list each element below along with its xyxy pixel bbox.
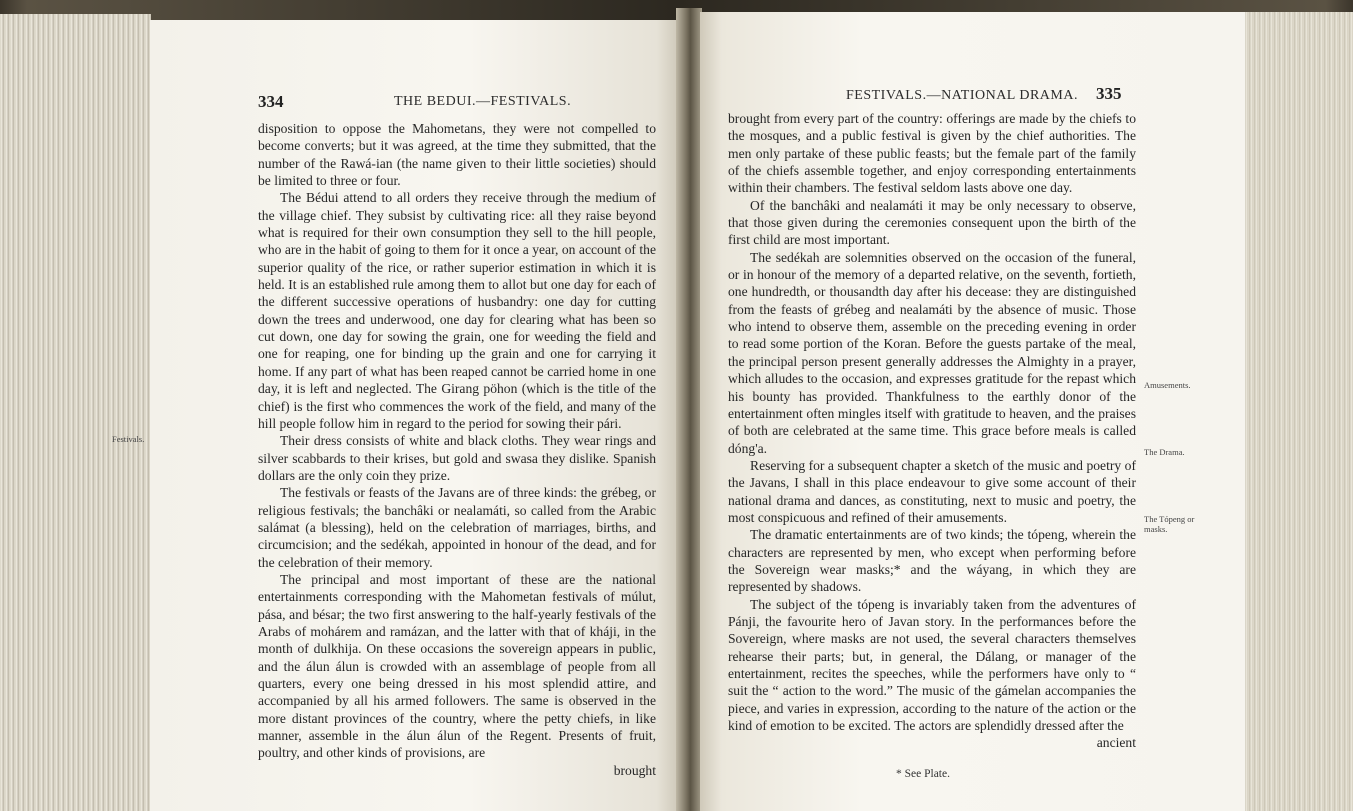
left-page	[150, 20, 678, 811]
left-paragraph-5: The principal and most important of these are the national entertainments corresponding with the Mahometan festivals of múlut, pása, and bésar; the two first answering to the half-yearly festivals of the Arabs of mohárem and ramázan, and the latter with that of kháji, in the month of dulkhija. On these occasions the sovereign appears in public, and the álun álun is crowded with an assemblage of people from all quarters, every one being dressed in his most splendid attire, and accompanied by all his armed followers. The same is observed in the more distant provinces of the country, where the petty chiefs, in like manner, assemble in the álun álun of the Regent. Presents of fruit, poultry, and other kinds of provisions, are	[258, 571, 656, 761]
right-catchword: ancient	[1096, 735, 1136, 751]
left-running-head: THE BEDUI.—FESTIVALS.	[394, 94, 572, 109]
left-paragraph-4: The festivals or feasts of the Javans are of three kinds: the grébeg, or religious festivals; the banchâki or nealamáti, so called from the Arabic salámat (a blessing), held on the celebration of marriages, births, and circumcision; and the sedékah, appointed in honour of the dead, and for the celebration of their memory.	[258, 485, 656, 570]
book-spine	[676, 8, 702, 811]
right-running-head: FESTIVALS.—NATIONAL DRAMA.	[846, 88, 1078, 103]
right-paragraph-4: Reserving for a subsequent chapter a sketch of the music and poetry of the Javans, I shall in this place endeavour to give some account of their national drama and dances, as constituting, next to music and poetry, the most conspicuous and refined of their amusements.	[728, 457, 1136, 525]
right-margin-note-topeng: The Tópeng or masks.	[1144, 514, 1195, 534]
right-page-number: 335	[1096, 84, 1122, 103]
left-paragraph-2: The Bédui attend to all orders they receive through the medium of the village chief. They subsist by cultivating rice: all they raise beyond what is required for their own consumption they sell to the hill people, who are in the habit of going to them for it once a year, on account of the superior quality of the rice, or rather superior estimation in which it is held. It is an established rule among them to allot but one day for each of the different successive operations of husbandry: one day for cutting down the trees and underwood, one day for clearing what has been so cut down, one day for sowing the grain, one for weeding the field and one for reaping, one for binding up the grain and one for carrying it home. If any part of what has been reaped cannot be carried home in one day, it is left and neglected. The Girang pöhon (which is the title of the chief) is the first who commences the work of the field, and many of the hill people follow him in regard to the period for sowing their pári.	[258, 190, 656, 431]
right-page	[700, 12, 1245, 811]
right-paragraph-2: Of the banchâki and nealamáti it may be only necessary to observe, that those given during the ceremonies consequent upon the birth of the first child are most important.	[728, 197, 1136, 248]
right-footnote: * See Plate.	[896, 768, 950, 780]
right-margin-note-amusements: Amusements.	[1144, 380, 1191, 390]
left-page-body	[258, 120, 656, 779]
left-page-number: 334	[258, 92, 284, 111]
right-paragraph-6: The subject of the tópeng is invariably taken from the adventures of Pánji, the favourite hero of Javan story. In the performances before the Sovereign, where masks are not used, the several characters themselves rehearse their parts; but, in general, the Dálang, or manager of the entertainment, recites the speeches, while the performers have only to “ suit the “ action to the word.” The music of the gámelan accompanies the piece, and varies in expression, according to the nature of the action or the kind of emotion to be excited. The actors are splendidly dressed after the	[728, 596, 1136, 734]
left-page-edges	[0, 14, 151, 811]
left-margin-note-festivals: Festivals.	[112, 434, 145, 444]
left-paragraph-1: disposition to oppose the Mahometans, they were not compelled to become converts; but it was agreed, at the time they submitted, that the number of the Rawá-ian (the name given to their little societies) should be limited to three or four.	[258, 121, 656, 189]
right-page-body	[728, 110, 1136, 752]
right-margin-note-drama: The Drama.	[1144, 447, 1185, 457]
right-paragraph-5: The dramatic entertainments are of two kinds; the tópeng, wherein the characters are represented by men, who except when performing before the Sovereign wear masks;* and the wáyang, in which they are represented by shadows.	[728, 527, 1136, 595]
right-paragraph-1: brought from every part of the country: offerings are made by the chiefs to the mosques, and a public festival is given by the chief authorities. The men only partake of these public feasts; but the female part of the family of the chiefs assemble together, and enjoy corresponding entertainments within their chambers. The festival seldom lasts above one day.	[728, 111, 1136, 196]
left-paragraph-3: Their dress consists of white and black cloths. They wear rings and silver scabbards to their krises, but gold and swasa they dislike. Spanish dollars are the only coin they prize.	[258, 433, 656, 483]
right-page-edges	[1243, 12, 1353, 811]
left-catchword: brought	[613, 762, 656, 778]
right-paragraph-3: The sedékah are solemnities observed on the occasion of the funeral, or in honour of the memory of a departed relative, on the seventh, fortieth, one hundredth, or thousandth day after his decease: they are distinguished from the feasts of grébeg and nealamáti by the absence of music. Those who intend to observe them, assemble on the preceding evening in order to read some portion of the Koran. Before the guests partake of the meal, the principal person present generally addresses the Almighty in a prayer, which alludes to the occasion, and expresses gratitude for the repast which his bounty has provided. Thankfulness to the earthly donor of the entertainment often mingles itself with gratitude to heaven, and the praises of both are celebrated at the same time. This grace before meals is called dóng'a.	[728, 249, 1136, 456]
